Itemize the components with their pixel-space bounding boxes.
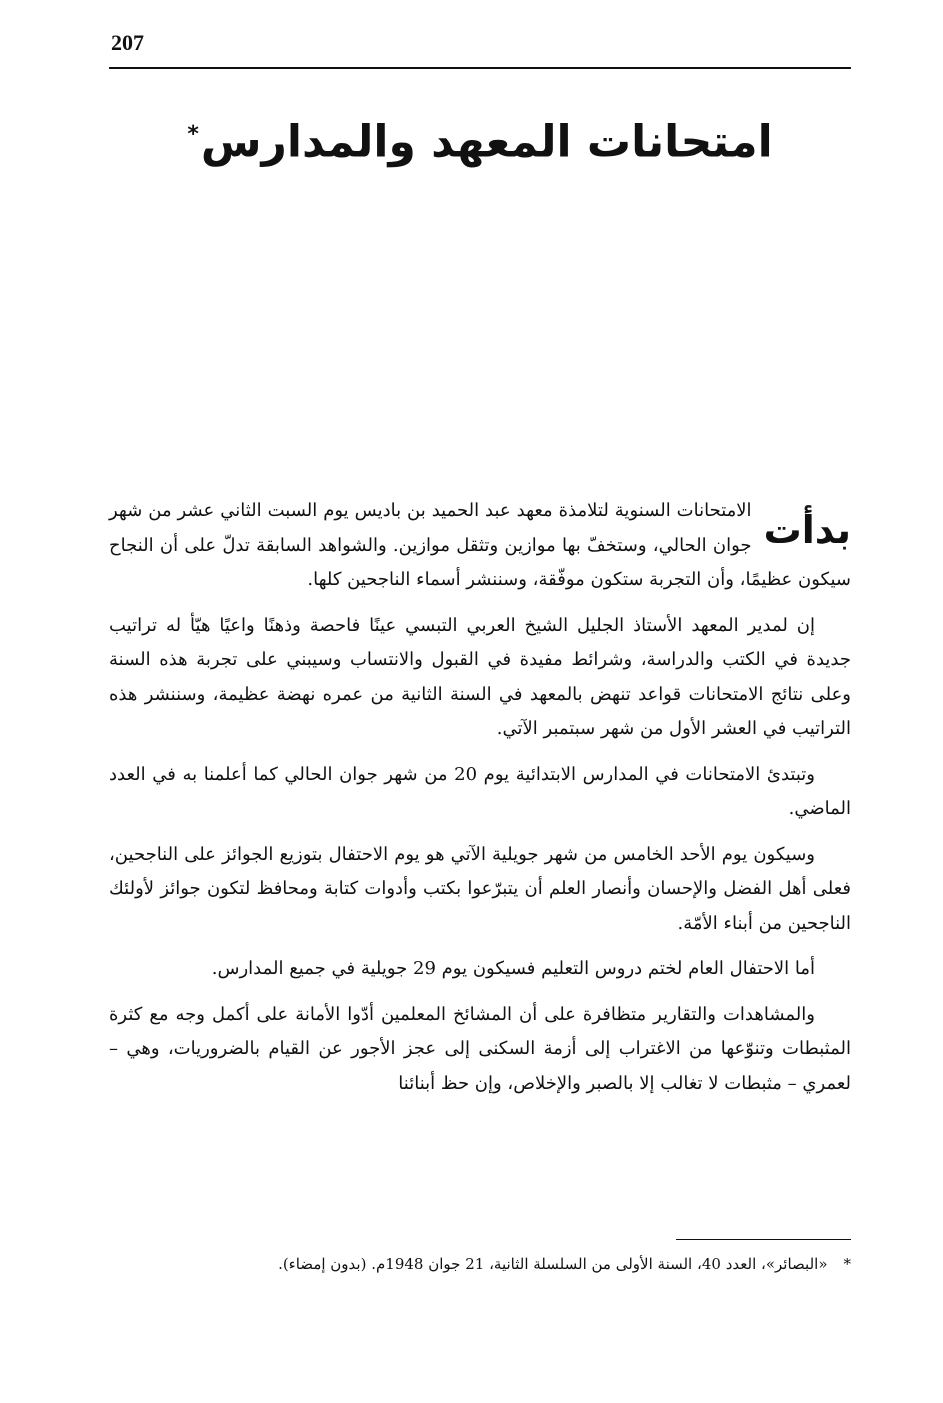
- drop-word: بدأت: [763, 508, 851, 552]
- title-footnote-marker: *: [187, 122, 199, 147]
- paragraph-4: وسيكون يوم الأحد الخامس من شهر جويلية الآتي هو يوم الاحتفال بتوزيع الجوائز على الناجحين، فعلى أهل الفضل والإحسان وأنصار العلم أن يتبرّعوا بكتب وأدوات كتابة ومحافظ لتكون جوائز لأولئك الناجحين من أبناء الأمّة.: [109, 843, 851, 934]
- footnote-rule: [676, 1239, 851, 1240]
- header-rule: [109, 67, 851, 69]
- article-title-text: امتحانات المعهد والمدارس: [200, 116, 773, 168]
- paragraph-2: إن لمدير المعهد الأستاذ الجليل الشيخ العربي التبسي عينًا فاحصة وذهنًا واعيًا هيّأ له تراتيب جديدة في الكتب والدراسة، وشرائط مفيدة في القبول والانتساب وسيبني على تجربة هذه السنة وعلى نتائج الامتحانات قواعد تنهض بالمعهد في السنة الثانية من عمره نهضة عظيمة، وسننشر هذه التراتيب في العشر الأول من شهر سبتمبر الآتي.: [109, 614, 851, 739]
- page-number: 207: [111, 30, 144, 55]
- paragraph-6: والمشاهدات والتقارير متظافرة على أن المشائخ المعلمين أدّوا الأمانة على أكمل وجه مع كثرة المثبطات وتنوّعها من الاغتراب إلى أزمة السكنى إلى عجز الأجور عن القيام بالضروريات، وهي – لعمري – مثبطات لا تغالب إلا بالصبر والإخلاص، وإن حظ أبنائنا: [109, 1003, 851, 1094]
- footnote-marker: *: [843, 1255, 851, 1273]
- footnote: [109, 1250, 851, 1278]
- paragraph-5: أما الاحتفال العام لختم دروس التعليم فسيكون يوم 29 جويلية في جميع المدارس.: [211, 958, 815, 979]
- article-title: [109, 100, 851, 178]
- footnote-text: «البصائر»، العدد 40، السنة الأولى من السلسلة الثانية، 21 جوان 1948م. (بدون إمضاء).: [278, 1255, 828, 1273]
- paragraph-1-text: الامتحانات السنوية لتلامذة معهد عبد الحميد بن باديس يوم السبت الثاني عشر من شهر جوان الحالي، وستخفّ بها موازين وتثقل موازين. والشواهد السابقة تدلّ على أن النجاح سيكون عظيمًا، وأن التجربة ستكون موفّقة، وسننشر أسماء الناجحين كلها.: [109, 500, 851, 590]
- article-body: [109, 494, 851, 1112]
- paragraph-1: [109, 494, 851, 598]
- paragraph-3: وتبتدئ الامتحانات في المدارس الابتدائية يوم 20 من شهر جوان الحالي كما أعلمنا به في العدد الماضي.: [109, 763, 851, 819]
